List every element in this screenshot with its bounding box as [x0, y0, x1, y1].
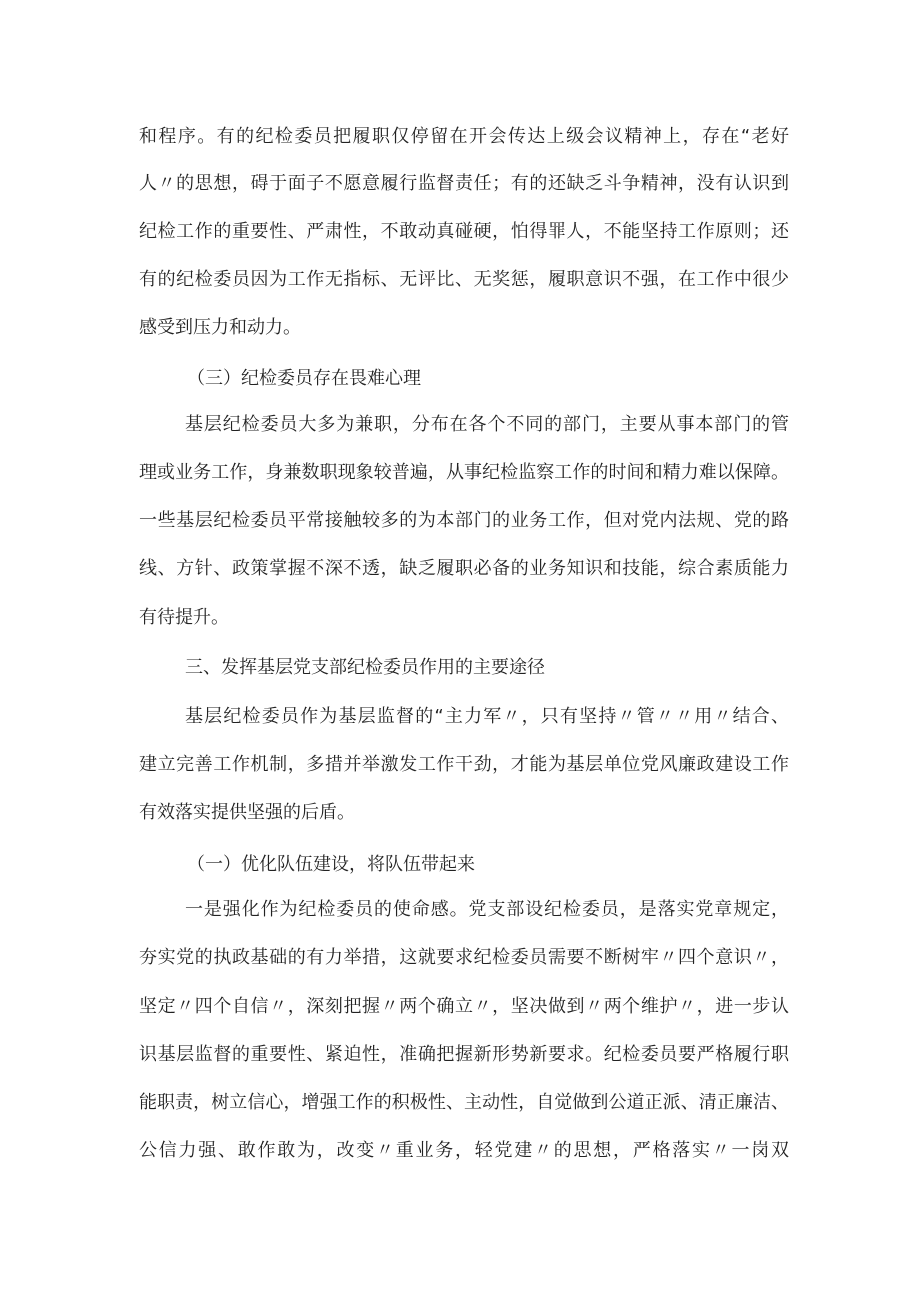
paragraph-line: 基层纪检委员作为基层监督的“主力军〃，只有坚持〃管〃〃用〃结合、 [185, 706, 789, 727]
paragraph-line: 和程序。有的纪检委员把履职仅停留在开会传达上级会议精神上，存在“老好 [139, 126, 789, 147]
paragraph-line: 识基层监督的重要性、紧迫性，准确把握新形势新要求。纪检委员要严格履行职 [139, 1044, 789, 1065]
paragraph-line: 感受到压力和动力。 [139, 317, 301, 338]
paragraph-line: 有效落实提供坚强的后盾。 [139, 802, 355, 823]
paragraph-line: 有待提升。 [139, 607, 229, 628]
paragraph-line: 夯实党的执政基础的有力举措，这就要求纪检委员需要不断树牢〃四个意识〃， [139, 947, 789, 968]
section-heading: （三）纪检委员存在畏难心理 [187, 368, 421, 389]
chapter-heading: 三、发挥基层党支部纪检委员作用的主要途径 [185, 657, 545, 678]
paragraph-line: 坚定〃四个自信〃，深刻把握〃两个确立〃，坚决做到〃两个维护〃，进一步认 [139, 996, 789, 1017]
paragraph-line: 建立完善工作机制，多措并举激发工作干劲，才能为基层单位党风廉政建设工作 [139, 754, 789, 775]
section-heading: （一）优化队伍建设，将队伍带起来 [187, 854, 475, 875]
paragraph-line: 能职责，树立信心，增强工作的积极性、主动性，自觉做到公道正派、清正廉洁、 [139, 1092, 789, 1113]
paragraph-line: 纪检工作的重要性、严肃性，不敢动真碰硬，怕得罪人，不能坚持工作原则；还 [139, 221, 789, 242]
paragraph-line: 一些基层纪检委员平常接触较多的为本部门的业务工作，但对党内法规、党的路 [139, 510, 789, 531]
paragraph-line: 公信力强、敢作敢为，改变〃重业务，轻党建〃的思想，严格落实〃一岗双 [139, 1140, 789, 1161]
paragraph-line: 有的纪检委员因为工作无指标、无评比、无奖惩，履职意识不强，在工作中很少 [139, 269, 789, 290]
paragraph-line: 基层纪检委员大多为兼职，分布在各个不同的部门，主要从事本部门的管 [185, 414, 789, 435]
paragraph-line: 一是强化作为纪检委员的使命感。党支部设纪检委员，是落实党章规定， [185, 899, 789, 920]
paragraph-line: 理或业务工作，身兼数职现象较普遍，从事纪检监察工作的时间和精力难以保障。 [139, 462, 789, 483]
paragraph-line: 人〃的思想，碍于面子不愿意履行监督责任；有的还缺乏斗争精神，没有认识到 [139, 173, 789, 194]
paragraph-line: 线、方针、政策掌握不深不透，缺乏履职必备的业务知识和技能，综合素质能力 [139, 558, 789, 579]
